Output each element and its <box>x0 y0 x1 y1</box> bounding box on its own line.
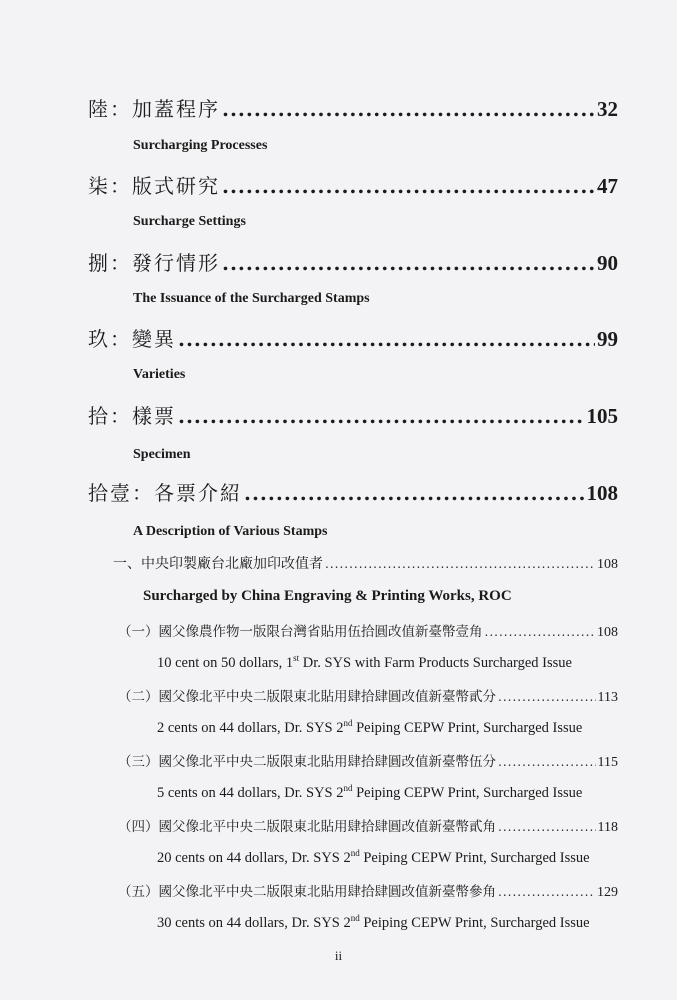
toc-entry-9[interactable] <box>88 323 618 357</box>
dot-leader <box>498 755 596 769</box>
toc-entry-10[interactable] <box>88 400 618 434</box>
toc-entry-english: Surcharge Settings <box>133 214 246 229</box>
toc-entry-page: 108 <box>586 481 618 505</box>
toc-item-1[interactable] <box>118 620 618 646</box>
toc-item-page: 115 <box>597 755 618 770</box>
toc-entry-label: 陸：加蓋程序 <box>88 97 220 121</box>
toc-entry-page: 105 <box>586 404 618 428</box>
toc-item-description: 20 cents on 44 dollars, Dr. SYS 2nd Peiping CEPW Print, Surcharged Issue <box>157 848 590 866</box>
dot-leader <box>485 625 596 639</box>
dot-leader <box>325 557 595 571</box>
toc-item-5[interactable] <box>118 880 618 906</box>
toc-subsection[interactable] <box>113 553 618 579</box>
toc-entry-page: 32 <box>597 97 618 121</box>
toc-item-description: 5 cents on 44 dollars, Dr. SYS 2nd Peiping CEPW Print, Surcharged Issue <box>157 783 583 801</box>
toc-item-page: 129 <box>597 885 618 900</box>
toc-item-description: 30 cents on 44 dollars, Dr. SYS 2nd Peiping CEPW Print, Surcharged Issue <box>157 913 590 931</box>
toc-subsection-english: Surcharged by China Engraving & Printing Works, ROC <box>143 588 512 604</box>
dot-leader <box>498 690 596 704</box>
toc-entry-label: 捌：發行情形 <box>88 251 220 275</box>
toc-item-label: （三）國父像北平中央二版限東北貼用肆拾肆圓改值新臺幣伍分 <box>118 754 496 770</box>
dot-leader <box>498 820 596 834</box>
dot-leader <box>178 327 595 351</box>
toc-item-4[interactable] <box>118 815 618 841</box>
toc-item-label: （四）國父像北平中央二版限東北貼用肆拾肆圓改值新臺幣貳角 <box>118 819 496 835</box>
toc-entry-page: 99 <box>597 327 618 351</box>
dot-leader <box>244 481 585 505</box>
toc-entry-page: 47 <box>597 174 618 198</box>
toc-entry-7[interactable] <box>88 170 618 204</box>
dot-leader <box>222 97 595 121</box>
toc-item-page: 113 <box>597 690 618 705</box>
toc-item-3[interactable] <box>118 750 618 776</box>
toc-entry-label: 玖：變異 <box>88 327 176 351</box>
toc-entry-label: 拾：樣票 <box>88 404 176 428</box>
toc-item-description: 10 cent on 50 dollars, 1st Dr. SYS with Farm Products Surcharged Issue <box>157 653 572 671</box>
toc-subsection-page: 108 <box>597 557 618 572</box>
toc-entry-label: 柒：版式研究 <box>88 174 220 198</box>
toc-item-page: 118 <box>597 820 618 835</box>
toc-entry-english: Varieties <box>133 367 186 382</box>
toc-entry-english: The Issuance of the Surcharged Stamps <box>133 291 370 306</box>
toc-item-page: 108 <box>597 625 618 640</box>
dot-leader <box>222 174 595 198</box>
toc-item-label: （五）國父像北平中央二版限東北貼用肆拾肆圓改值新臺幣參角 <box>118 884 496 900</box>
dot-leader <box>222 251 595 275</box>
toc-entry-english: Specimen <box>133 447 191 462</box>
toc-entry-11[interactable] <box>88 477 618 511</box>
toc-entry-6[interactable] <box>88 93 618 127</box>
toc-entry-label: 拾壹：各票介紹 <box>88 481 242 505</box>
page-number: ii <box>334 948 343 963</box>
toc-item-label: （二）國父像北平中央二版限東北貼用肆拾肆圓改值新臺幣貳分 <box>118 689 496 705</box>
toc-entry-8[interactable] <box>88 247 618 281</box>
dot-leader <box>498 885 595 899</box>
show-through-text <box>330 146 358 162</box>
toc-entry-english: Surcharging Processes <box>133 138 268 153</box>
toc-item-description: 2 cents on 44 dollars, Dr. SYS 2nd Peiping CEPW Print, Surcharged Issue <box>157 718 583 736</box>
toc-item-2[interactable] <box>118 685 618 711</box>
toc-entry-english: A Description of Various Stamps <box>133 524 328 539</box>
toc-subsection-label: 一、中央印製廠台北廠加印改值者 <box>113 556 323 572</box>
toc-item-label: （一）國父像農作物一版限台灣省貼用伍拾圓改值新臺幣壹角 <box>118 624 483 640</box>
toc-entry-page: 90 <box>597 251 618 275</box>
dot-leader <box>178 404 585 428</box>
